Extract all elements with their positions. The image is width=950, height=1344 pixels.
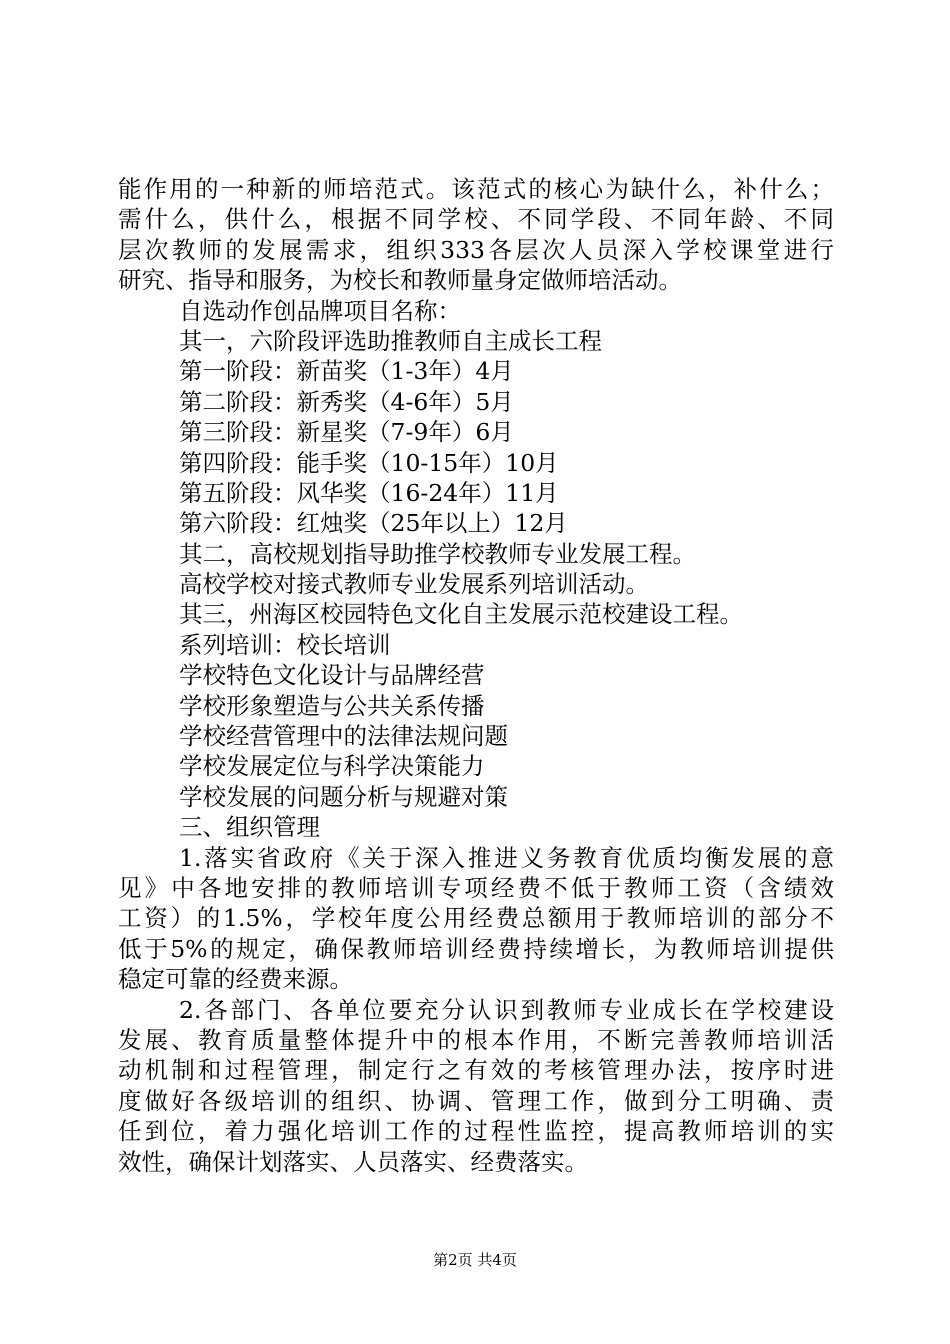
- text-line: 低于5%的规定，确保教师培训经费持续增长，为教师培训提供: [118, 934, 834, 963]
- text-line: 研究、指导和服务，为校长和教师量身定做师培活动。: [118, 266, 682, 295]
- document-body: [118, 174, 834, 1177]
- text-line: 需什么，供什么，根据不同学校、不同学段、不同年龄、不同: [118, 205, 834, 234]
- list-line: 第二阶段：新秀奖（4-6年）5月: [179, 387, 514, 416]
- project-list: [118, 296, 834, 843]
- list-line: 第四阶段：能手奖（10-15年）10月: [179, 448, 559, 477]
- list-line: 学校经营管理中的法律法规问题: [179, 722, 508, 751]
- list-line: 高校学校对接式教师专业发展系列培训活动。: [179, 570, 649, 599]
- text-line: 效性，确保计划落实、人员落实、经费落实。: [118, 1147, 588, 1176]
- text-line: 1.落实省政府《关于深入推进义务教育优质均衡发展的意: [179, 843, 834, 872]
- text-line: 任到位，着力强化培训工作的过程性监控，提高教师培训的实: [118, 1117, 834, 1146]
- paragraph-continuation: [118, 174, 834, 296]
- list-line: 学校形象塑造与公共关系传播: [179, 691, 485, 720]
- text-line: 发展、教育质量整体提升中的根本作用，不断完善教师培训活: [118, 1025, 834, 1054]
- list-line: 第六阶段：红烛奖（25年以上）12月: [179, 509, 568, 538]
- list-line: 其一，六阶段评选助推教师自主成长工程: [179, 326, 602, 355]
- list-line: 学校发展的问题分析与规避对策: [179, 782, 508, 811]
- paragraph-management: [118, 995, 834, 1177]
- list-line: 第三阶段：新星奖（7-9年）6月: [179, 418, 514, 447]
- text-line: 稳定可靠的经费来源。: [118, 965, 353, 994]
- text-line: 2.各部门、各单位要充分认识到教师专业成长在学校建设: [179, 995, 834, 1024]
- paragraph-funding: [118, 843, 834, 995]
- text-line: 能作用的一种新的师培范式。该范式的核心为缺什么，补什么；: [118, 175, 834, 203]
- list-line: 学校特色文化设计与品牌经营: [179, 661, 485, 690]
- list-line: 学校发展定位与科学决策能力: [179, 752, 485, 781]
- list-line: 其三，州海区校园特色文化自主发展示范校建设工程。: [179, 600, 743, 629]
- text-line: 度做好各级培训的组织、协调、管理工作，做到分工明确、责: [118, 1086, 834, 1115]
- section-heading: 三、组织管理: [179, 813, 320, 842]
- list-line: 第一阶段：新苗奖（1-3年）4月: [179, 357, 514, 386]
- text-line: 动机制和过程管理，制定行之有效的考核管理办法，按序时进: [118, 1056, 834, 1085]
- list-line: 第五阶段：风华奖（16-24年）11月: [179, 478, 559, 507]
- text-line: 层次教师的发展需求，组织333各层次人员深入学校课堂进行: [118, 235, 834, 264]
- text-line: 工资）的1.5%，学校年度公用经费总额用于教师培训的部分不: [118, 904, 834, 933]
- list-line: 其二，高校规划指导助推学校教师专业发展工程。: [179, 539, 696, 568]
- text-line: 见》中各地安排的教师培训专项经费不低于教师工资（含绩效: [118, 873, 834, 902]
- page-number-footer: 第2页 共4页: [433, 1251, 517, 1269]
- list-line: 自选动作创品牌项目名称：: [179, 296, 461, 325]
- list-line: 系列培训：校长培训: [179, 630, 391, 659]
